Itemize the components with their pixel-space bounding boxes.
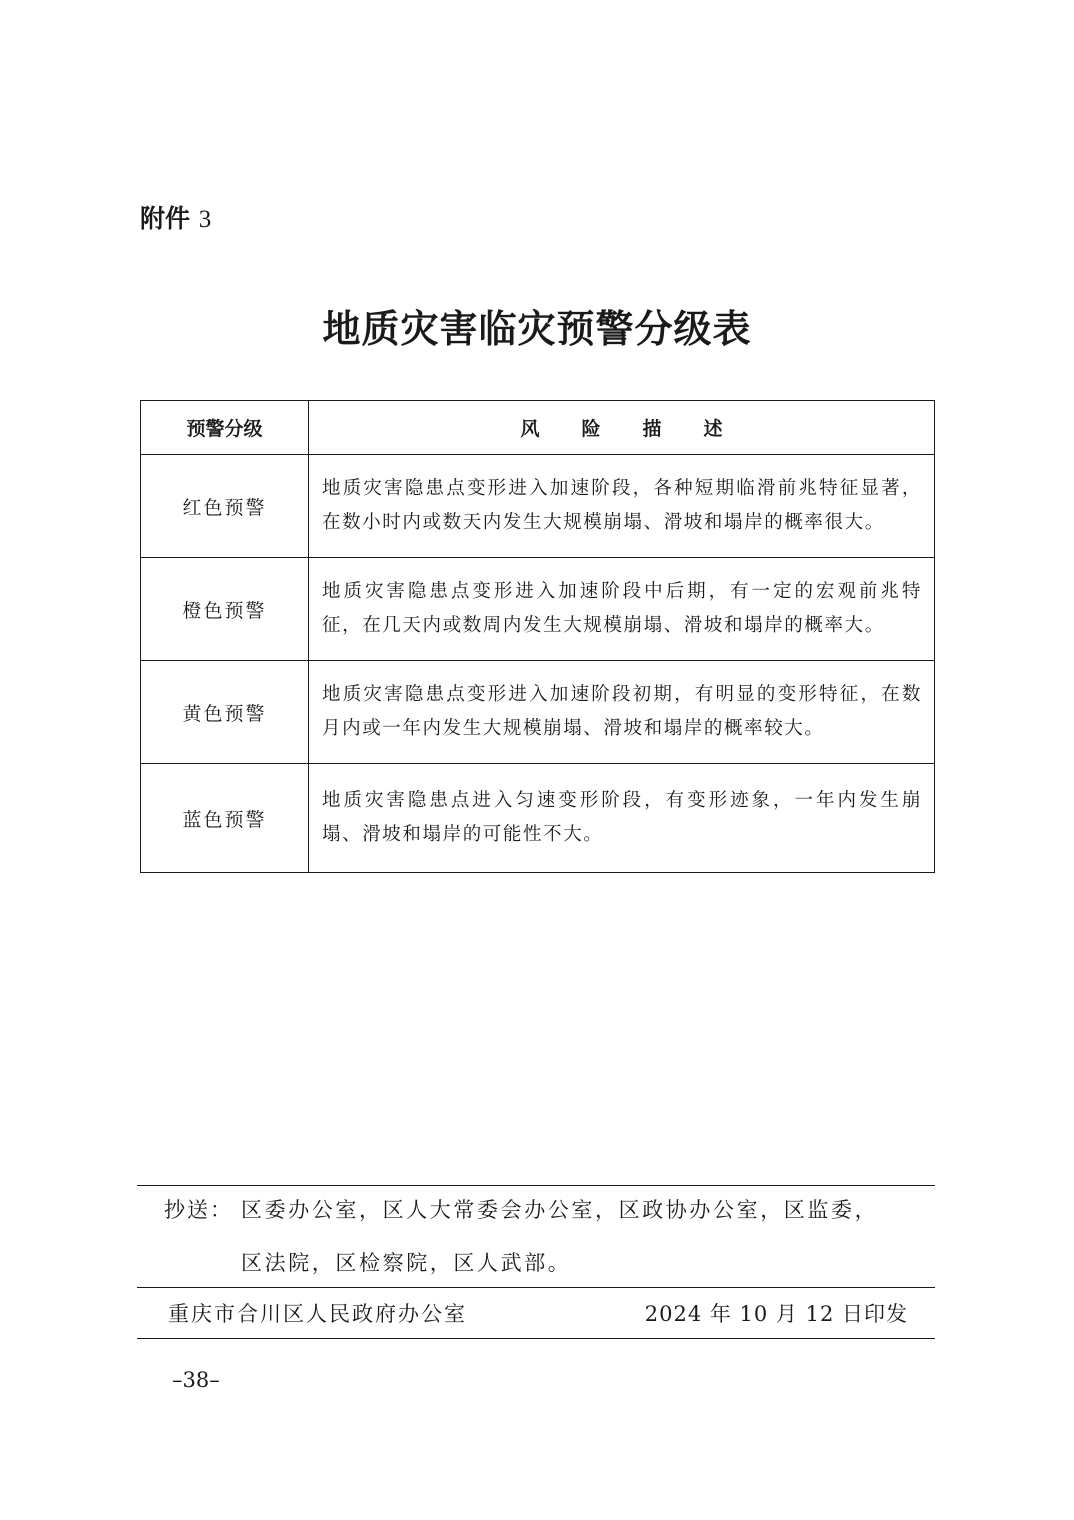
document-title: 地质灾害临灾预警分级表 [322,306,752,351]
cc-label: 抄送： [164,1198,233,1222]
warning-level-red: 红色预警 [141,455,309,558]
attachment-label: 附件 3 [140,204,212,233]
risk-description: 地质灾害隐患点变形进入加速阶段，各种短期临滑前兆特征显著，在数小时内或数天内发生大规模崩塌、滑坡和塌岸的概率很大。 [309,455,935,558]
footer-top-rule [137,1185,935,1186]
table-row [141,558,935,661]
warning-level-table [140,400,935,873]
footer-bottom-rule [137,1338,935,1339]
warning-level-orange: 橙色预警 [141,558,309,661]
cc-recipients-line1: 区委办公室，区人大常委会办公室，区政协办公室，区监委， [241,1198,879,1222]
column-header-risk: 风险描述 [309,401,935,455]
table-header-row [141,401,935,455]
issuing-office: 重庆市合川区人民政府办公室 [168,1302,467,1326]
table-row [141,764,935,873]
page-number: –38– [172,1368,220,1392]
issue-date: 2024 年 10 月 12 日印发 [644,1302,908,1326]
warning-level-blue: 蓝色预警 [141,764,309,873]
warning-level-yellow: 黄色预警 [141,661,309,764]
column-header-level: 预警分级 [141,401,309,455]
risk-description: 地质灾害隐患点进入匀速变形阶段，有变形迹象，一年内发生崩塌、滑坡和塌岸的可能性不大。 [309,764,935,873]
attachment-number: 3 [198,206,212,233]
risk-description: 地质灾害隐患点变形进入加速阶段中后期，有一定的宏观前兆特征，在几天内或数周内发生大规模崩塌、滑坡和塌岸的概率大。 [309,558,935,661]
risk-description: 地质灾害隐患点变形进入加速阶段初期，有明显的变形特征，在数月内或一年内发生大规模崩塌、滑坡和塌岸的概率较大。 [309,661,935,764]
cc-recipients-line2: 区法院，区检察院，区人武部。 [241,1251,572,1275]
table-row [141,661,935,764]
table-row [141,455,935,558]
footer-middle-rule [137,1287,935,1288]
